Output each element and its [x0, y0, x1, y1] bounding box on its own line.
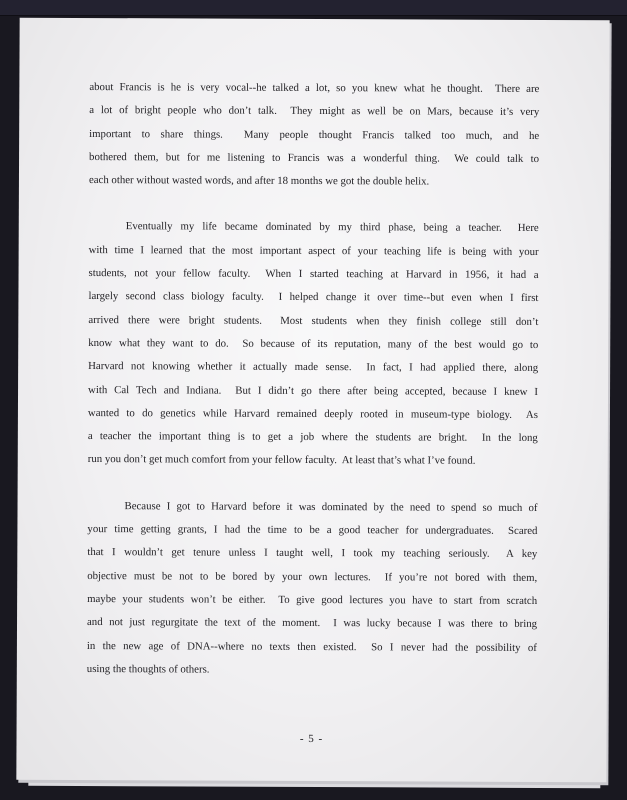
text-line: largely second class biology faculty. I helped change it over time--but even when I first — [88, 290, 539, 305]
paragraph — [87, 495, 538, 683]
background-seam — [0, 0, 627, 16]
page-number: - 5 - — [299, 732, 324, 746]
text-line: run you don’t get much comfort from your fellow faculty. At least that’s what I’ve found. — [87, 453, 476, 468]
text-line: objective must be not to be bored by your own lectures. If you’re not bored with them, — [87, 569, 538, 584]
text-line: know what they want to do. So because of its reputation, many of the best would go to — [88, 336, 539, 351]
text-line: that I wouldn’t get tenure unless I taught well, I took my teaching seriously. A key — [87, 546, 538, 561]
text-line: Because I got to Harvard before it was dominated by the need to spend so much of — [124, 499, 538, 514]
text-line: students, not your fellow faculty. When I started teaching at Harvard in 1956, it had a — [88, 267, 539, 282]
text-line: a teacher the important thing is to get a job where the students are bright. In the long — [87, 430, 538, 445]
text-line: wanted to do genetics while Harvard remained deeply rooted in museum-type biology. As — [87, 406, 538, 421]
paragraph — [88, 216, 539, 474]
text-line: maybe your students won’t be either. To give good lectures you have to start from scratch — [87, 592, 538, 607]
paper-stack — [16, 18, 609, 783]
text-line: about Francis is he is very vocal--he talked a lot, so you knew what he thought. There are — [89, 81, 540, 95]
text-line: and not just regurgitate the text of the moment. I was lucky because I was there to bring — [87, 616, 538, 631]
text-line: Eventually my life became dominated by my third phase, being a teacher. Here — [125, 220, 539, 235]
text-line: Harvard not knowing whether it actually made sense. In fact, I had applied there, along — [88, 360, 539, 375]
text-line: with Cal Tech and Indiana. But I didn’t go there after being accepted, because I knew I — [88, 383, 539, 398]
text-line: your time getting grants, I had the time to be a good teacher for undergraduates. Scared — [87, 523, 538, 538]
text-line: bothered them, but for me listening to Francis was a wonderful thing. We could talk to — [89, 150, 540, 165]
text-line: using the thoughts of others. — [86, 662, 210, 676]
text-line: arrived there were bright students. Most students when they finish college still don’t — [88, 313, 539, 328]
paragraph — [89, 76, 540, 194]
text-line: with time I learned that the most important aspect of your teaching life is being with your — [88, 243, 539, 258]
text-line: each other without wasted words, and after 18 months we got the double helix. — [88, 174, 430, 188]
text-line: a lot of bright people who don’t talk. They might as well be on Mars, because it’s very — [89, 104, 540, 119]
text-line: in the new age of DNA--where no texts then existed. So I never had the possibility of — [86, 639, 537, 654]
page-text — [87, 76, 540, 683]
underlying-sheet-edge — [28, 782, 600, 788]
text-line: important to share things. Many people thought Francis talked too much, and he — [89, 127, 540, 142]
scanned-page — [16, 18, 609, 783]
